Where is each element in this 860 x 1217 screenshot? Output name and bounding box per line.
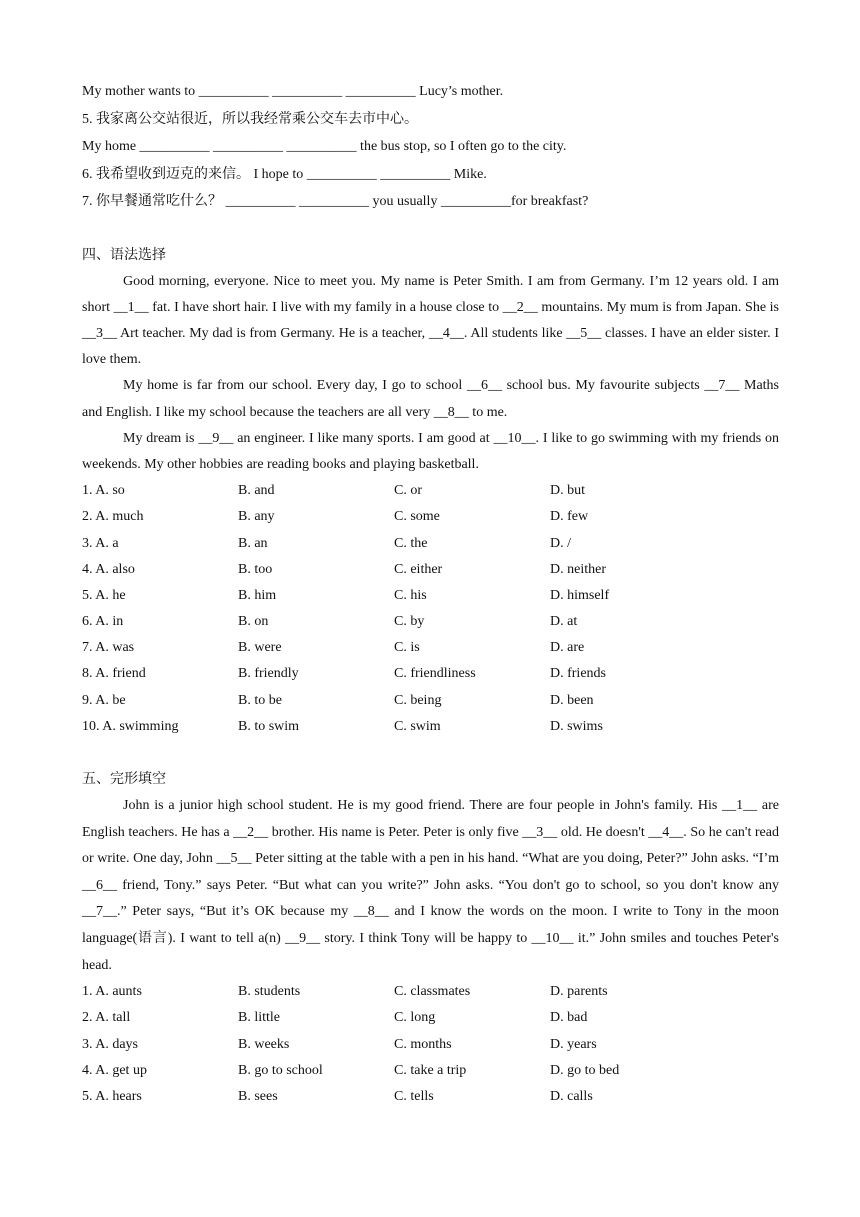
- cloze-section: [82, 767, 779, 1110]
- translation-section: [82, 78, 779, 216]
- option-row: [82, 979, 779, 1005]
- option-a: 4. A. also: [82, 561, 135, 577]
- option-b: B. to swim: [238, 718, 300, 734]
- option-row: [82, 583, 779, 609]
- option-row: [82, 1032, 779, 1058]
- option-b: B. to be: [238, 692, 282, 708]
- option-a: 5. A. hears: [82, 1088, 142, 1104]
- options-list: [82, 979, 779, 1110]
- option-c: C. some: [394, 509, 440, 525]
- option-d: D. years: [550, 1036, 597, 1052]
- option-c: C. or: [394, 483, 422, 499]
- option-c: C. take a trip: [394, 1062, 467, 1078]
- option-a: 3. A. a: [82, 535, 119, 551]
- option-a: 3. A. days: [82, 1036, 138, 1052]
- option-b: B. students: [238, 984, 301, 1000]
- option-c: C. his: [394, 587, 427, 603]
- option-b: B. on: [238, 614, 269, 630]
- option-d: D. been: [550, 692, 594, 708]
- option-row: [82, 1084, 779, 1110]
- option-a: 2. A. tall: [82, 1010, 131, 1026]
- translation-line: My home __________ __________ __________ the bus stop, so I often go to the city.: [82, 139, 567, 154]
- translation-line: My mother wants to __________ __________ __________ Lucy’s mother.: [82, 84, 504, 99]
- passage-paragraph: Good morning, everyone. Nice to meet you. My name is Peter Smith. I am from Germany. I’m 12 years old. I am short __1__ fat. I have short hair. I live with my family in a house close to __2__ mountains. My mum is from Japan. She is __3__ Art teacher. My dad is from Germany. He is a teacher, __4__. All students like __5__ classes. I have an elder sister. I love them.: [82, 273, 779, 368]
- option-c: C. is: [394, 640, 420, 656]
- option-a: 5. A. he: [82, 587, 126, 603]
- option-a: 6. A. in: [82, 614, 124, 630]
- option-c: C. by: [394, 614, 425, 630]
- option-c: C. being: [394, 692, 442, 708]
- passage-paragraph: My home is far from our school. Every day, I go to school __6__ school bus. My favourite subjects __7__ Maths and English. I like my school because the teachers are all very __8__ to me.: [82, 378, 779, 420]
- option-b: B. any: [238, 509, 275, 525]
- section-title: 五、完形填空: [82, 772, 166, 787]
- translation-line: 7. 你早餐通常吃什么？ __________ __________ you usually __________for breakfast?: [82, 194, 589, 209]
- grammar-choice-section: [82, 243, 779, 741]
- option-a: 10. A. swimming: [82, 718, 179, 734]
- option-b: B. go to school: [238, 1062, 323, 1078]
- option-c: C. months: [394, 1036, 452, 1052]
- options-list: [82, 478, 779, 740]
- option-d: D. /: [550, 535, 571, 551]
- option-row: [82, 531, 779, 557]
- option-b: B. sees: [238, 1088, 278, 1104]
- translation-line: 6. 我希望收到迈克的来信。 I hope to __________ __________ Mike.: [82, 166, 487, 182]
- option-row: [82, 478, 779, 504]
- option-d: D. bad: [550, 1010, 588, 1026]
- option-row: [82, 661, 779, 687]
- option-d: D. few: [550, 509, 589, 525]
- option-row: [82, 635, 779, 661]
- option-c: C. long: [394, 1010, 436, 1026]
- option-a: 1. A. so: [82, 483, 125, 499]
- option-b: B. weeks: [238, 1036, 290, 1052]
- option-d: D. neither: [550, 561, 606, 577]
- option-row: [82, 714, 779, 740]
- option-d: D. but: [550, 483, 585, 499]
- option-a: 4. A. get up: [82, 1062, 147, 1078]
- passage-paragraph: John is a junior high school student. He is my good friend. There are four people in John's family. His __1__ are English teachers. He has a __2__ brother. His name is Peter. Peter is only five __3__ old. He doesn't __4__. So he can't read or write. One day, John __5__ Peter sitting at the table with a pen in his hand. “What are you doing, Peter?” John asks. “I’m __6__ friend, Tony.” says Peter. “But what can you write?” John asks. “You don't go to school, so you don't know any __7__.” Peter says, “But it’s OK because my __8__ and I know the words on the moon. I write to Tony in the moon language(语言). I want to tell a(n) __9__ story. I think Tony will be happy to __10__ it.” John smiles and touches Peter's head.: [82, 798, 779, 973]
- option-d: D. himself: [550, 587, 610, 603]
- option-b: B. too: [238, 561, 273, 577]
- option-b: B. friendly: [238, 666, 299, 682]
- option-b: B. little: [238, 1010, 280, 1026]
- option-c: C. swim: [394, 718, 441, 734]
- option-c: C. the: [394, 535, 428, 551]
- section-title: 四、语法选择: [82, 247, 166, 263]
- option-a: 9. A. be: [82, 692, 126, 708]
- option-row: [82, 609, 779, 635]
- option-c: C. classmates: [394, 984, 471, 1000]
- option-row: [82, 504, 779, 530]
- option-b: B. an: [238, 535, 268, 551]
- option-d: D. swims: [550, 718, 603, 734]
- option-c: C. tells: [394, 1088, 434, 1104]
- option-d: D. friends: [550, 666, 606, 682]
- option-row: [82, 1058, 779, 1084]
- exam-page: [82, 78, 779, 1110]
- option-row: [82, 688, 779, 714]
- translation-line: 5. 我家离公交站很近，所以我经常乘公交车去市中心。: [82, 111, 418, 127]
- option-a: 2. A. much: [82, 509, 144, 525]
- option-c: C. either: [394, 561, 443, 577]
- option-d: D. go to bed: [550, 1062, 620, 1078]
- option-a: 7. A. was: [82, 640, 135, 656]
- option-d: D. are: [550, 640, 585, 656]
- option-d: D. calls: [550, 1088, 593, 1104]
- option-b: B. and: [238, 483, 275, 499]
- option-d: D. parents: [550, 984, 608, 1000]
- option-c: C. friendliness: [394, 666, 476, 682]
- option-row: [82, 557, 779, 583]
- option-row: [82, 1005, 779, 1031]
- passage-paragraph: My dream is __9__ an engineer. I like many sports. I am good at __10__. I like to go swimming with my friends on weekends. My other hobbies are reading books and playing basketball.: [82, 430, 779, 472]
- option-d: D. at: [550, 614, 578, 630]
- option-a: 8. A. friend: [82, 666, 146, 682]
- option-b: B. him: [238, 587, 277, 603]
- option-b: B. were: [238, 640, 282, 656]
- option-a: 1. A. aunts: [82, 984, 142, 1000]
